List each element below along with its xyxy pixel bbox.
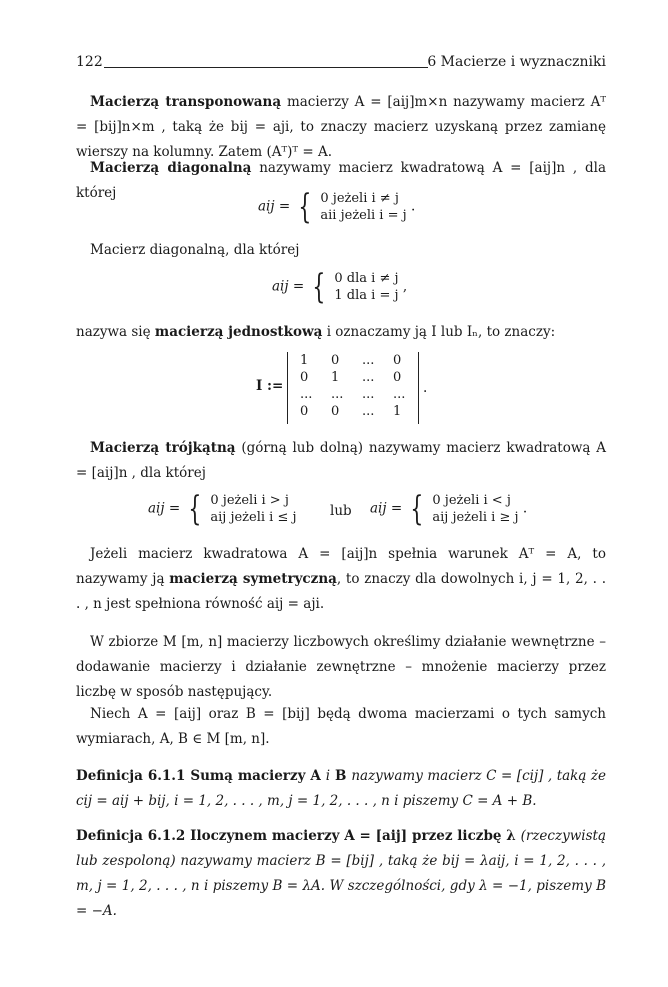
operations-paragraph: W zbiorze M [m, n] macierzy liczbowych określimy działanie wewnętrzne – dodawanie macierzy i działanie zewnętrzne – mnożenie macierzy przez liczbę w sposób następujący. (76, 634, 606, 700)
definition-bold: Iloczynem macierzy A = [aij] przez liczbę λ (185, 828, 521, 844)
matrix-cell: 1 (300, 353, 309, 368)
formula-end: . (522, 500, 528, 517)
left-brace: { (298, 187, 312, 227)
matrix-cell: ... (362, 404, 375, 419)
transpose-text: macierzy A = [aij]m×n nazywamy macierz Aᵀ = [bij]n×m , taką że bij = aji, to znaczy macierz uzyskaną przez zamianę wierszy na kolumny. Zatem (Aᵀ)ᵀ = A. (76, 94, 607, 160)
case-row: 0 jeżeli i > j (210, 493, 289, 508)
diagonal-intro: Macierz diagonalną, dla której (90, 242, 300, 258)
running-header (76, 50, 606, 72)
matrices-setup: Niech A = [aij] oraz B = [bij] będą dwoma macierzami o tych samych wymiarach, A, B ∈ M [m, n]. (76, 706, 606, 747)
left-brace: { (410, 489, 424, 529)
term-symmetric: macierzą symetryczną (169, 571, 337, 587)
matrix-cell: ... (393, 387, 406, 402)
transpose-definition (76, 90, 606, 165)
definition-label: Definicja 6.1.1 (76, 768, 186, 784)
identity-post: i oznaczamy ją I lub Iₙ, to znaczy: (322, 324, 556, 340)
definition-italic: nazywamy macierz C = [cij] , taką że cij = aij + bij, i = 1, 2, . . . , m, j = 1, 2, . . . , n i piszemy C = A + B. (76, 768, 607, 809)
formula-cases (334, 270, 398, 304)
formula-end: , (402, 278, 408, 295)
triangular-definition (76, 436, 606, 486)
case-row: aij jeżeli i ≤ j (210, 510, 297, 525)
matrix-cell: ... (362, 353, 375, 368)
definition-bold: Sumą macierzy A (185, 768, 326, 784)
matrix-cell: 0 (393, 370, 402, 385)
matrix-cell: 1 (393, 404, 402, 419)
diagonal-text: nazywamy macierz kwadratową A = [aij]n , dla której (76, 160, 606, 201)
definition-label: Definicja 6.1.2 (76, 828, 186, 844)
definition-italic: (rzeczywistą lub zespoloną) nazywamy macierz B = [bij] , taką że bij = λaij, i = 1, 2, . . . , m, j = 1, 2, . . . , n i piszemy B = λA. W szczególności, gdy λ = −1, piszemy B = −A. (76, 828, 606, 919)
formula-lhs: aij = (272, 278, 305, 295)
identity-definition (76, 320, 606, 345)
term-identity: macierzą jednostkową (154, 324, 323, 340)
formula-connector: lub (330, 503, 352, 519)
symmetric-definition (76, 542, 606, 617)
symmetric-post: , to znaczy dla dowolnych i, j = 1, 2, . . . , n jest spełniona równość aij = aji. (76, 571, 606, 612)
triangular-text: (górną lub dolną) nazywamy macierz kwadratową A = [aij]n , dla której (76, 440, 607, 481)
matrix-cell: 0 (331, 404, 340, 419)
left-brace: { (188, 489, 202, 529)
header-rule (104, 67, 428, 68)
identity-matrix (287, 352, 419, 424)
formula-cases (432, 492, 518, 526)
definition-sum (76, 764, 606, 814)
diagonal-formula (258, 187, 416, 227)
chapter-title: 6 Macierze i wyznaczniki (427, 54, 606, 70)
identity-lhs: I := (256, 378, 284, 394)
matrix-cell: ... (362, 387, 375, 402)
page-number: 122 (76, 54, 103, 70)
symmetric-pre: Jeżeli macierz kwadratowa A = [aij]n spełnia warunek Aᵀ = A, to nazywamy ją (76, 546, 606, 587)
unit-formula (272, 267, 408, 307)
matrix-cell: ... (331, 387, 344, 402)
formula-cases (320, 190, 406, 224)
matrix-row (294, 369, 418, 386)
case-row: 1 dla i = j (334, 288, 399, 303)
matrix-row (294, 386, 418, 403)
formula-lhs: aij = (258, 198, 291, 215)
case-row: aii jeżeli i = j (320, 208, 407, 223)
matrix-cell: 0 (300, 404, 309, 419)
identity-pre: nazywa się (76, 324, 155, 340)
definition-scalar-product (76, 824, 606, 924)
case-row: aij jeżeli i ≥ j (432, 510, 519, 525)
matrix-cell: 0 (300, 370, 309, 385)
formula-cases (210, 492, 296, 526)
matrix-cell: ... (362, 370, 375, 385)
matrix-cell: 0 (331, 353, 340, 368)
matrix-cell: 0 (393, 353, 402, 368)
case-row: 0 jeżeli i < j (432, 493, 511, 508)
matrix-row (294, 352, 418, 369)
formula-lhs: aij = (370, 500, 403, 517)
definition-bold: B (330, 768, 352, 784)
case-row: 0 dla i ≠ j (334, 271, 399, 286)
case-row: 0 jeżeli i ≠ j (320, 191, 399, 206)
identity-end: . (423, 380, 428, 396)
matrix-cell: 1 (331, 370, 340, 385)
term-transpose: Macierzą transponowaną (90, 94, 282, 110)
triangular-formula-upper (148, 489, 297, 529)
matrix-cell: ... (300, 387, 313, 402)
formula-end: . (410, 198, 416, 215)
formula-lhs: aij = (148, 500, 181, 517)
matrix-row (294, 403, 418, 420)
triangular-formula-lower (370, 489, 528, 529)
term-diagonal: Macierzą diagonalną (90, 160, 252, 176)
definition-italic: i (325, 768, 331, 784)
term-triangular: Macierzą trójkątną (90, 440, 236, 456)
left-brace: { (312, 267, 326, 307)
